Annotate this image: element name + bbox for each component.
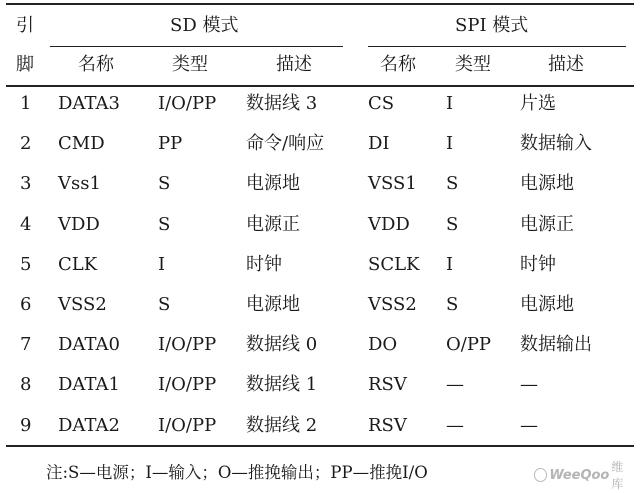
sd-name-cell: DATA3 (58, 93, 120, 114)
pin-number-cell: 4 (20, 214, 32, 235)
spi-desc-cell: — (520, 374, 538, 395)
pin-number-cell: 6 (20, 294, 32, 315)
sd-type-cell: I/O/PP (158, 334, 217, 355)
spi-desc-cell: 片选 (520, 93, 556, 114)
pin-number-cell: 1 (20, 93, 32, 114)
header-spi-type: 类型 (455, 54, 491, 75)
spi-name-cell: SCLK (368, 254, 420, 275)
sd-type-cell: S (158, 214, 171, 235)
header-spi-name: 名称 (380, 54, 416, 75)
header-bottom-rule (6, 85, 634, 87)
pin-number-cell: 3 (20, 173, 32, 194)
sd-desc-cell: 电源地 (246, 294, 300, 315)
table-top-rule (6, 3, 634, 5)
watermark-logo-icon (534, 468, 547, 482)
spi-name-cell: DO (368, 334, 398, 355)
sd-type-cell: PP (158, 133, 183, 154)
sd-name-cell: DATA2 (58, 415, 120, 436)
spi-name-cell: CS (368, 93, 395, 114)
sd-desc-cell: 电源正 (246, 214, 300, 235)
sd-desc-cell: 数据线 2 (246, 415, 318, 436)
sd-desc-cell: 数据线 0 (246, 334, 318, 355)
sd-type-cell: S (158, 294, 171, 315)
spi-group-rule (368, 46, 626, 47)
sd-type-cell: S (158, 173, 171, 194)
spi-type-cell: — (446, 415, 464, 436)
spi-desc-cell: 数据输入 (520, 133, 592, 154)
sd-type-cell: I/O/PP (158, 93, 217, 114)
table-bottom-rule (6, 445, 634, 447)
spi-desc-cell: 电源正 (520, 214, 574, 235)
spi-type-cell: S (446, 173, 459, 194)
sd-type-cell: I (158, 254, 166, 275)
header-pin-line1: 引 (16, 15, 34, 36)
sd-name-cell: DATA1 (58, 374, 120, 395)
header-sd-name: 名称 (78, 54, 114, 75)
sd-name-cell: DATA0 (58, 334, 120, 355)
table-footnote: 注:S—电源；I—输入；O—推挽输出；PP—推挽I/O (46, 463, 428, 482)
sd-desc-cell: 数据线 3 (246, 93, 318, 114)
spi-type-cell: — (446, 374, 464, 395)
sd-name-cell: Vss1 (58, 173, 101, 194)
sd-desc-cell: 时钟 (246, 254, 282, 275)
sd-desc-cell: 命令/响应 (246, 133, 325, 154)
header-spi-desc: 描述 (548, 54, 584, 75)
spi-desc-cell: — (520, 415, 538, 436)
pin-number-cell: 9 (20, 415, 32, 436)
header-sd-type: 类型 (172, 54, 208, 75)
pin-number-cell: 2 (20, 133, 32, 154)
spi-name-cell: RSV (368, 374, 407, 395)
header-sd-mode: SD 模式 (170, 15, 239, 36)
spi-type-cell: I (446, 133, 454, 154)
watermark (534, 460, 634, 491)
sd-desc-cell: 电源地 (246, 173, 300, 194)
pin-number-cell: 7 (20, 334, 32, 355)
sd-name-cell: CMD (58, 133, 105, 154)
header-pin-line2: 脚 (16, 54, 34, 75)
sd-group-rule (50, 46, 343, 47)
pin-number-cell: 8 (20, 374, 32, 395)
watermark-suffix: 维库 (611, 460, 624, 491)
spi-name-cell: VSS2 (368, 294, 417, 315)
sd-name-cell: CLK (58, 254, 98, 275)
sd-name-cell: VDD (58, 214, 100, 235)
spi-name-cell: DI (368, 133, 390, 154)
spi-type-cell: O/PP (446, 334, 492, 355)
spi-type-cell: I (446, 254, 454, 275)
watermark-brand: WeeQoo (549, 467, 610, 483)
spi-type-cell: I (446, 93, 454, 114)
spi-name-cell: VSS1 (368, 173, 417, 194)
spi-desc-cell: 电源地 (520, 173, 574, 194)
sd-type-cell: I/O/PP (158, 415, 217, 436)
header-spi-mode: SPI 模式 (455, 15, 529, 36)
spi-desc-cell: 电源地 (520, 294, 574, 315)
spi-desc-cell: 时钟 (520, 254, 556, 275)
spi-name-cell: VDD (368, 214, 410, 235)
spi-type-cell: S (446, 214, 459, 235)
sd-name-cell: VSS2 (58, 294, 107, 315)
spi-name-cell: RSV (368, 415, 407, 436)
sd-desc-cell: 数据线 1 (246, 374, 318, 395)
spi-type-cell: S (446, 294, 459, 315)
spi-desc-cell: 数据输出 (520, 334, 592, 355)
sd-type-cell: I/O/PP (158, 374, 217, 395)
pin-number-cell: 5 (20, 254, 32, 275)
header-sd-desc: 描述 (276, 54, 312, 75)
